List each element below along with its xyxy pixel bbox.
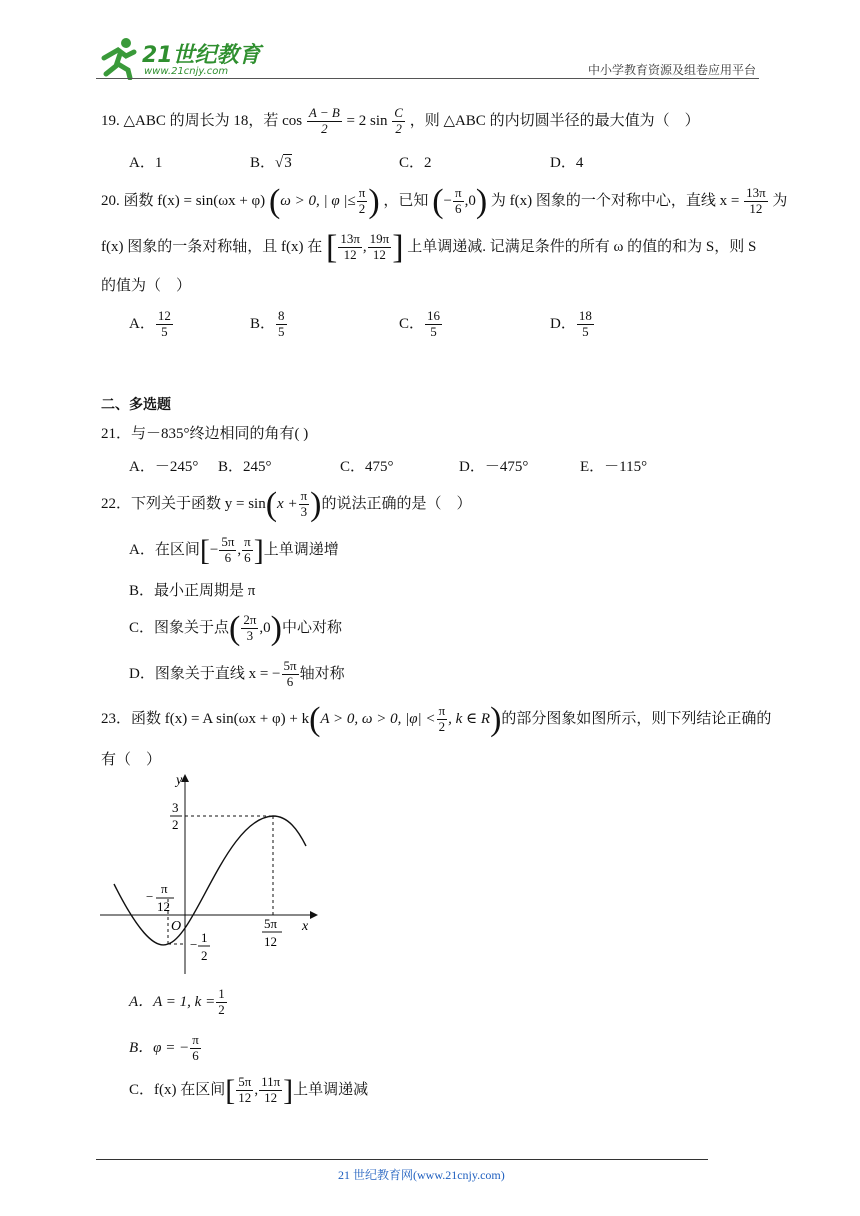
max-label-den: 2 bbox=[172, 817, 179, 832]
question-22: 22．下列关于函数 y = sin(x + $\frac{\pi}{3}$ )的说法正确的是（ ） bbox=[101, 485, 472, 523]
q20-option-c: C． $\frac{16}{5}$ bbox=[399, 308, 441, 340]
min-label-minus: − bbox=[190, 937, 198, 952]
q21-option-e: E．－115° bbox=[580, 459, 648, 475]
q19-option-d: D．4 bbox=[550, 155, 584, 171]
header-rule bbox=[96, 78, 759, 79]
min-label-den: 2 bbox=[201, 948, 208, 963]
q19-text-b: = 2 sin bbox=[346, 113, 388, 129]
q19-text-c: ，则 △ABC 的内切圆半径的最大值为（ ） bbox=[409, 113, 700, 129]
max-label-num: 3 bbox=[172, 800, 179, 815]
q22-option-c: C．图象关于点( $\frac{2\pi}{3}$ ,0)中心对称 bbox=[129, 609, 343, 647]
q21-option-d: D．－475° bbox=[459, 459, 529, 475]
header-right-text: 中小学教育资源及组卷应用平台 bbox=[587, 63, 756, 77]
q23-option-a: A．A = 1, k = $\frac{1}{2}$ bbox=[129, 986, 225, 1018]
q21-option-b: B．245° bbox=[218, 459, 272, 475]
q23-option-c: C．f(x) 在区间[ $\frac{5\pi}{12}$ , $\frac{11\pi}{12}$ ]上单调递减 bbox=[129, 1073, 369, 1107]
q19-frac1: $\frac{A - B}{2}$ bbox=[308, 105, 340, 137]
left-label-minus: − bbox=[146, 889, 154, 904]
function-graph bbox=[96, 768, 326, 978]
origin-label: O bbox=[171, 919, 182, 934]
q19-frac2: $\frac{C}{2}$ bbox=[394, 105, 403, 137]
q19-option-c: C．2 bbox=[399, 155, 432, 171]
left-label-num: π bbox=[161, 881, 168, 896]
section-title: 二、多选题 bbox=[101, 397, 171, 413]
q22-option-a: A．在区间[− $\frac{5\pi}{6}$ , $\frac{\pi}{6}$ ]上单调递增 bbox=[129, 533, 339, 567]
q22-option-b: B．最小正周期是 π bbox=[129, 583, 256, 599]
right-label-den: 12 bbox=[264, 934, 277, 949]
q19-text-a: △ABC 的周长为 18，若 cos bbox=[123, 113, 303, 129]
question-19 bbox=[101, 100, 700, 142]
logo-url: www.21cnjy.com bbox=[144, 66, 229, 77]
q19-option-b: B．√3 bbox=[250, 155, 292, 171]
question-21: 21．与－835°终边相同的角有( ) bbox=[101, 426, 309, 442]
q21-option-c: C．475° bbox=[340, 459, 394, 475]
footer-rule bbox=[96, 1159, 708, 1160]
question-20-line3: 的值为（ ） bbox=[101, 278, 192, 294]
y-axis-label: y bbox=[176, 773, 183, 788]
min-label-num: 1 bbox=[201, 930, 208, 945]
left-label-den: 12 bbox=[157, 899, 170, 914]
question-23: 23．函数 f(x) = A sin(ωx + φ) + k(A > 0, ω > 0, |φ| < $\frac{\pi}{2}$ , k ∈ R)的部分图象如图所示，则下列结论正确的 bbox=[101, 700, 772, 738]
header-logo bbox=[96, 36, 266, 80]
question-23-line2: 有（ ） bbox=[101, 752, 162, 768]
q20-option-b: B． $\frac{8}{5}$ bbox=[250, 308, 285, 340]
q23-option-b: B．φ = − $\frac{\pi}{6}$ bbox=[129, 1032, 199, 1064]
logo-title: 21世纪教育 bbox=[142, 43, 261, 68]
right-label-num: 5π bbox=[264, 916, 278, 931]
question-20-line1: 20. 函数 f(x) = sin(ωx + φ) (ω > 0, | φ |≤ $\frac{\pi}{2}$ ) ，已知 (− $\frac{\pi}{6}$ ,0) 为 f(x) 图象的一个对称中心，直线 x = $\frac{13\pi}{12}$ 为 bbox=[101, 182, 788, 220]
sine-curve bbox=[114, 816, 306, 945]
footer-text: 21 世纪教育网(www.21cnjy.com) bbox=[338, 1168, 505, 1182]
question-20-line2: f(x) 图象的一条对称轴，且 f(x) 在 [ $\frac{13\pi}{12}$ , $\frac{19\pi}{12}$ ] 上单调递减. 记满足条件的所有 ω 的值的和为 S，则 S bbox=[101, 228, 757, 266]
x-axis-label: x bbox=[302, 919, 309, 934]
q22-option-d: D．图象关于直线 x = − $\frac{5\pi}{6}$ 轴对称 bbox=[129, 658, 345, 690]
q20-option-a: A． $\frac{12}{5}$ bbox=[129, 308, 171, 340]
q19-number: 19. bbox=[101, 113, 120, 129]
x-axis-arrow-icon bbox=[310, 911, 318, 919]
q20-option-d: D． $\frac{18}{5}$ bbox=[550, 308, 592, 340]
q19-option-a: A．1 bbox=[129, 155, 163, 171]
q21-option-a: A．－245° bbox=[129, 459, 199, 475]
runner-logo-icon bbox=[96, 36, 140, 80]
